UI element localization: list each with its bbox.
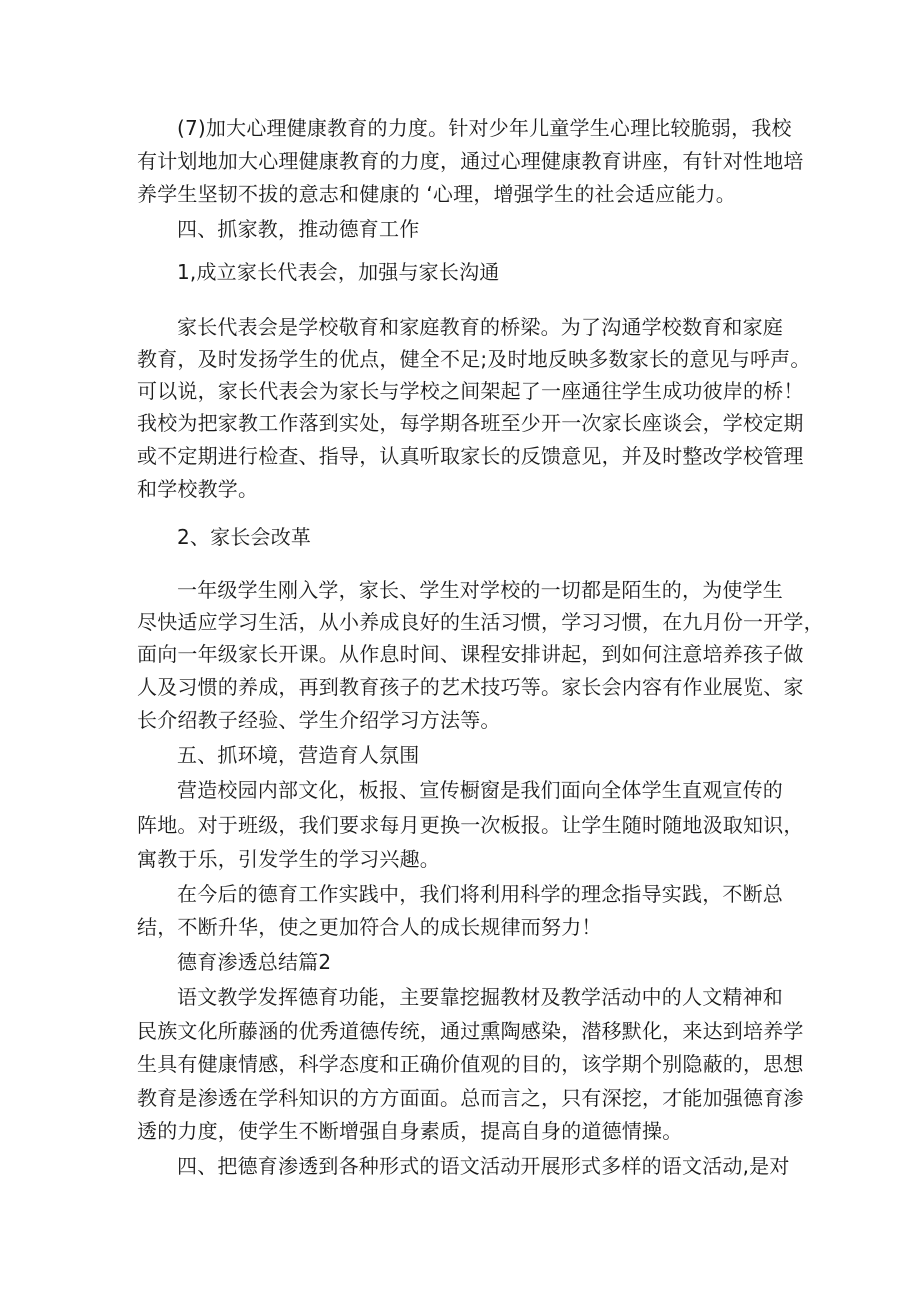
paragraph-line: (7)加大心理健康教育的力度。针对少年儿童学生心理比较脆弱，我校 [177,116,792,140]
paragraph-line: 教育是渗透在学科知识的方方面面。总而言之，只有深挖，才能加强德育渗 [137,1086,804,1110]
subsection-heading: 2、家长会改革 [177,525,312,549]
paragraph-line: 生具有健康情感，科学态度和正确价值观的目的，该学期个别隐蔽的，思想 [137,1052,804,1076]
paragraph-line: 寓教于乐，引发学生的学习兴趣。 [137,847,440,871]
paragraph-line: 尽快适应学习生活，从小养成良好的生活习惯，学习习惯，在九月份一开学， [137,610,824,634]
paragraph-line: 养学生坚韧不拔的意志和健康的 ‘心理，增强学生的社会适应能力。 [137,182,736,206]
section-heading: 五、抓环境，营造育人氛围 [177,743,420,767]
paragraph-line: 透的力度，使学生不断增强自身素质，提高自身的道德情操。 [137,1119,683,1143]
paragraph-line: 教育，及时发扬学生的优点，健全不足;及时地反映多数家长的意见与呼声。 [137,347,811,371]
paragraph-line: 长介绍教子经验、学生介绍学习方法等。 [137,708,501,732]
paragraph-line: 家长代表会是学校敬育和家庭教育的桥梁。为了沟通学校数育和家庭 [177,315,783,339]
paragraph-line: 和学校教学。 [137,477,259,501]
section-heading: 四、抓家教，推动德育工作 [177,217,420,241]
paragraph-line: 面向一年级家长开课。从作息时间、课程安排讲起，到如何注意培养孩子做 [137,642,804,666]
paragraph-line: 我校为把家教工作落到实处，每学期各班至少开一次家长座谈会，学校定期 [137,411,804,435]
paragraph-line: 语文教学发挥德育功能，主要靠挖掘教材及教学活动中的人文精神和 [177,985,783,1009]
paragraph-line: 民族文化所藤涵的优秀道德传统，通过熏陶感染，潜移默化，来达到培养学 [137,1019,804,1043]
paragraph-line: 人及习惯的养成，再到教育孩子的艺术技巧等。家长会内容有作业展览、家 [137,675,804,699]
paragraph-line: 一年级学生刚入学，家长、学生对学校的一切都是陌生的，为使学生 [177,578,783,602]
article-title: 德育渗透总结篇2 [177,950,332,974]
paragraph-line: 在今后的德育工作实践中，我们将利用科学的理念指导实践，不断总 [177,882,783,906]
paragraph-line: 有计划地加大心理健康教育的力度，通过心理健康教育讲座，有针对性地培 [137,149,804,173]
subsection-heading: 1,成立家长代表会，加强与家长沟通 [177,260,500,284]
paragraph-line: 或不定期进行检查、指导，认真听取家长的反馈意见，并及时整改学校管理 [137,444,804,468]
paragraph-line: 营造校园内部文化，板报、宣传橱窗是我们面向全体学生直观宣传的 [177,778,783,802]
paragraph-line: 四、把德育渗透到各种形式的语文活动开展形式多样的语文活动,是对 [177,1154,790,1178]
paragraph-line: 可以说，家长代表会为家长与学校之间架起了一座通往学生成功彼岸的桥！ [137,379,804,403]
paragraph-line: 结，不断升华，使之更加符合人的成长规律而努力！ [137,915,602,939]
paragraph-line: 阵地。对于班级，我们要求每月更换一次板报。让学生随时随地汲取知识， [137,813,804,837]
